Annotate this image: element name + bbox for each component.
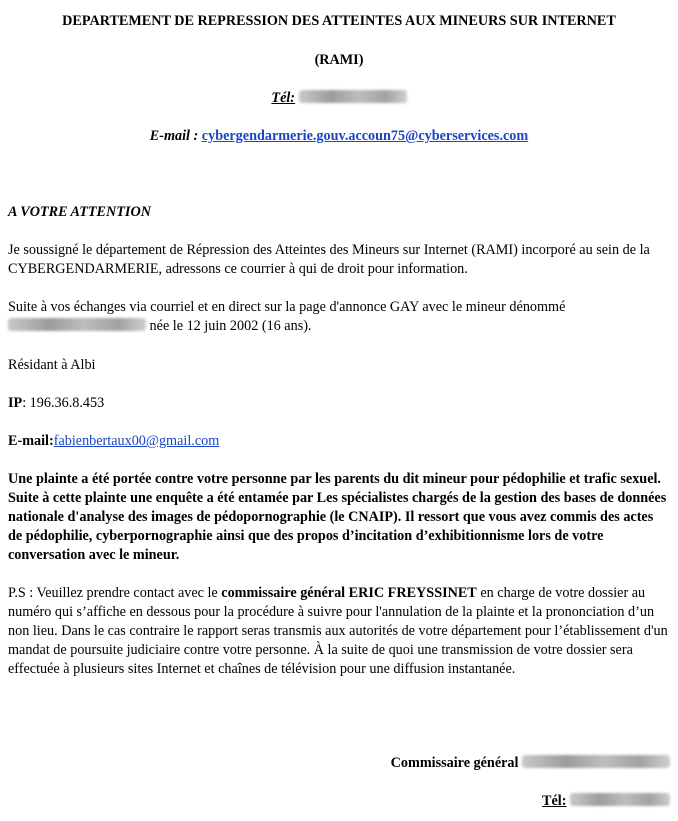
attention-heading: A VOTRE ATTENTION (8, 204, 151, 220)
header-email-label: E-mail : (149, 128, 199, 144)
signature-phone (542, 792, 670, 811)
redacted-name (8, 318, 146, 331)
ps-commissioner: commissaire général ERIC FREYSSINET (221, 585, 477, 601)
exchange-paragraph (8, 298, 670, 336)
ip-line (8, 394, 670, 413)
ps-text-1: P.S : Veuillez prendre contact avec le (8, 585, 222, 601)
header-email (0, 127, 678, 146)
redacted-signature-name (522, 755, 670, 768)
department-title: DEPARTEMENT DE REPRESSION DES ATTEINTES AUX MINEURS SUR INTERNET (62, 13, 616, 29)
department-acronym: (RAMI) (314, 52, 364, 68)
redacted-phone (299, 90, 407, 103)
signature-phone-label: Tél: (542, 793, 567, 809)
signature-title: Commissaire général (390, 755, 519, 771)
victim-email-link[interactable]: fabienbertaux00@gmail.com (53, 433, 220, 449)
redacted-signature-phone (570, 793, 670, 806)
signature-line (391, 754, 670, 773)
ps-paragraph (8, 584, 670, 679)
complaint-paragraph: Une plainte a été portée contre votre personne par les parents du dit mineur pour pédophilie et trafic sexuel. Suite à cette plainte une enquête a été entamée par Les spécialistes chargés de la gestion des bases de données nationale d'analyse des images de pédopornographie (le CNAIP). Il ressort que vous avez commis des actes de pédophilie, cyberpornographie ainsi que des propos d’incitation d’exhibitionnisme lors de votre conversation avec le mineur. (8, 471, 667, 563)
email-label: E-mail (8, 433, 49, 449)
intro-paragraph: Je soussigné le département de Répression des Atteintes des Mineurs sur Internet (RAMI) incorporé au sein de la CYBERGENDARMERIE, adressons ce courrier à qui de droit pour information. (8, 242, 650, 277)
email-line: E-mail:fabienbertaux00@gmail.com (8, 433, 220, 449)
ip-label: IP (8, 395, 23, 411)
ip-value: : 196.36.8.453 (22, 395, 105, 411)
header-email-link[interactable]: cybergendarmerie.gouv.accoun75@cyberservices.com (201, 128, 529, 144)
residence-line: Résidant à Albi (8, 357, 96, 373)
exchange-line2: née le 12 juin 2002 (16 ans). (149, 318, 312, 334)
header-phone (0, 89, 678, 108)
header-phone-label: Tél: (271, 90, 296, 106)
exchange-line1: Suite à vos échanges via courriel et en direct sur la page d'annonce GAY avec le mineur dénommé (8, 299, 566, 315)
ps-text-2: en charge de votre dossier au numéro qui s’affiche en dessous pour la procédure à suivre pour l'annulation de la plainte et la prononciation d’un non lieu. Dans le cas contraire le rapport seras transmis aux autorités de votre département pour l’établissement d'un mandat de poursuite judiciaire contre votre personne. À la suite de quoi une transmission de votre dossier sera effectuée à plusieurs sites Internet et chaînes de télévision pour une diffusion instantanée. (8, 585, 668, 677)
